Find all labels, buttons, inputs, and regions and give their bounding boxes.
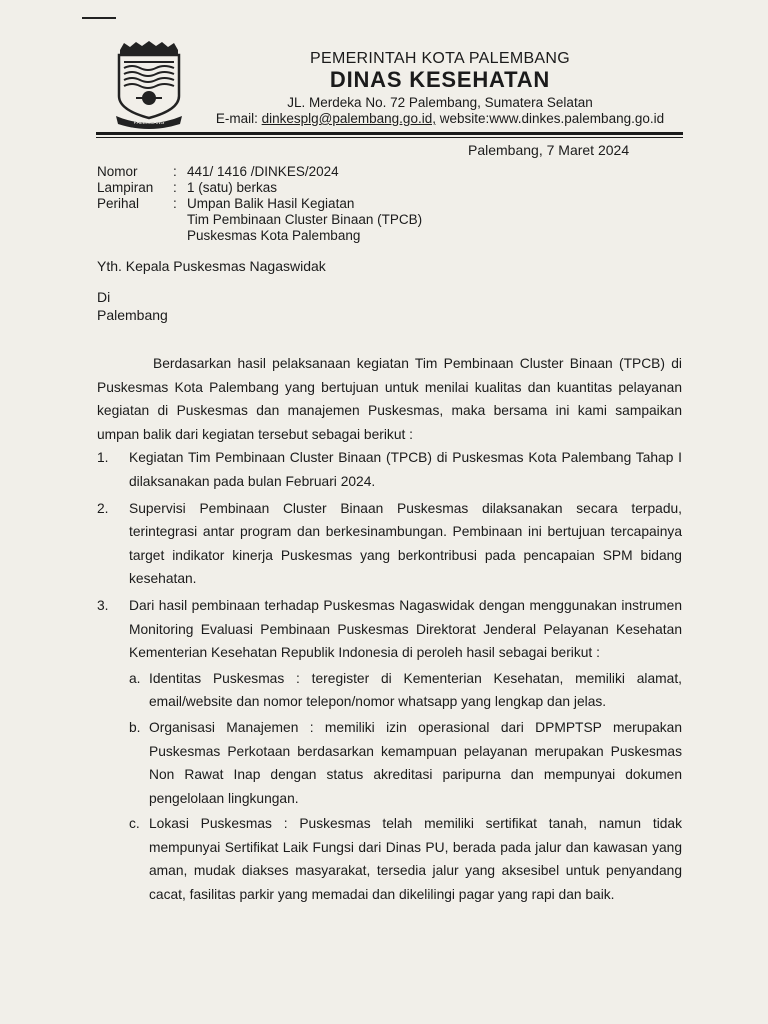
item-number: 3. [97, 597, 109, 613]
svg-text:PALEMBANG: PALEMBANG [133, 120, 165, 126]
agency-name: DINAS KESEHATAN [329, 67, 551, 92]
sub-list-item [129, 716, 682, 810]
meta-perihal [97, 196, 422, 212]
nomor-value: 441/ 1416 /DINKES/2024 [187, 164, 339, 179]
letter-body [97, 352, 682, 907]
palembang-crest-logo [114, 40, 184, 130]
list-item [97, 594, 682, 907]
sub-list-item [129, 667, 682, 714]
numbered-list [97, 446, 682, 906]
sub-item-letter: b. [129, 719, 141, 735]
margin-mark [82, 17, 116, 19]
recipient-place [97, 288, 168, 324]
meta-lampiran [97, 180, 422, 196]
agency-address: JL. Merdeka No. 72 Palembang, Sumatera Selatan [287, 95, 593, 110]
colon: : [173, 180, 177, 195]
sub-item-letter: a. [129, 670, 141, 686]
header-rule-thin [96, 137, 683, 138]
sub-item-text: Lokasi Puskesmas : Puskesmas telah memiliki sertifikat tanah, namun tidak mempunyai Sertifikat Laik Fungsi dari Dinas PU, berada pada jalur dan kawasan yang aman, mudak diakses masyarakat, tersedia jalur yang aksesibel untuk penyandang cacat, fasilitas parkir yang memadai dan dikelilingi pagar yang rapi dan baik. [149, 816, 682, 903]
intro-paragraph: Berdasarkan hasil pelaksanaan kegiatan Tim Pembinaan Cluster Binaan (TPCB) di Puskesmas Kota Palembang yang bertujuan untuk menilai kualitas dan kuantitas pelayanan kegiatan di Puskesmas dan manajemen Puskesmas, maka bersama ini kami sampaikan umpan balik dari kegiatan tersebut sebagai berikut : [97, 356, 682, 442]
recipient-line: Yth. Kepala Puskesmas Nagaswidak [97, 258, 326, 274]
item-text: Supervisi Pembinaan Cluster Binaan Puskesmas dilaksanakan secara terpadu, terintegrasi antar program dan berkesinambungan. Pembinaan ini bertujuan tercapainya target indikator kinerja Puskesmas yang berkontribusi pada pencapaian SPM bidang kesehatan. [129, 500, 682, 587]
sub-item-letter: c. [129, 816, 140, 832]
header-rule-thick [96, 132, 683, 135]
item-number: 2. [97, 500, 109, 516]
di-label: Di [97, 289, 111, 305]
website-text[interactable]: website:www.dinkes.palembang.go.id [439, 111, 665, 126]
item-text: Dari hasil pembinaan terhadap Puskesmas Nagaswidak dengan menggunakan instrumen Monitoring Evaluasi Pembinaan Puskesmas Direktorat Jenderal Pelayanan Kesehatan Kementerian Kesehatan Republik Indonesia di peroleh hasil sebagai berikut : [129, 597, 682, 661]
nomor-label: Nomor [97, 164, 138, 179]
colon: : [173, 164, 177, 179]
lampiran-value: 1 (satu) berkas [187, 180, 278, 195]
recipient-city: Palembang [97, 307, 168, 323]
sub-list-item [129, 812, 682, 906]
lampiran-label: Lampiran [97, 180, 154, 195]
sub-item-text: Organisasi Manajemen : memiliki izin operasional dari DPMPTSP merupakan Puskesmas Perkotaan berdasarkan kemampuan pelayanan merupakan Puskesmas Non Rawat Inap dengan status akreditasi paripurna dan mempunyai dokumen pengelolaan lingkungan. [149, 719, 682, 806]
email-link[interactable]: dinkesplg@palembang.go.id, [261, 111, 436, 126]
place-date: Palembang, 7 Maret 2024 [468, 142, 630, 158]
item-text: Kegiatan Tim Pembinaan Cluster Binaan (TPCB) di Puskesmas Kota Palembang Tahap I dilaksanakan pada bulan Februari 2024. [129, 450, 682, 489]
perihal-line: Puskesmas Kota Palembang [187, 228, 361, 243]
colon: : [173, 196, 177, 211]
letterhead [200, 50, 680, 126]
perihal-label: Perihal [97, 196, 140, 211]
letter-meta [97, 164, 422, 244]
item-content [129, 594, 682, 907]
email-label: E-mail: [215, 111, 258, 126]
contact-line [200, 111, 680, 126]
list-item [97, 497, 682, 591]
meta-nomor [97, 164, 422, 180]
perihal-line: Tim Pembinaan Cluster Binaan (TPCB) [187, 212, 423, 227]
perihal-line: Umpan Balik Hasil Kegiatan [187, 196, 355, 211]
government-name: PEMERINTAH KOTA PALEMBANG [310, 50, 570, 67]
item-number: 1. [97, 450, 109, 466]
list-item [97, 446, 682, 493]
sub-item-text: Identitas Puskesmas : teregister di Kementerian Kesehatan, memiliki alamat, email/website dan nomor telepon/nomor whatsapp yang lengkap dan jelas. [149, 670, 682, 710]
